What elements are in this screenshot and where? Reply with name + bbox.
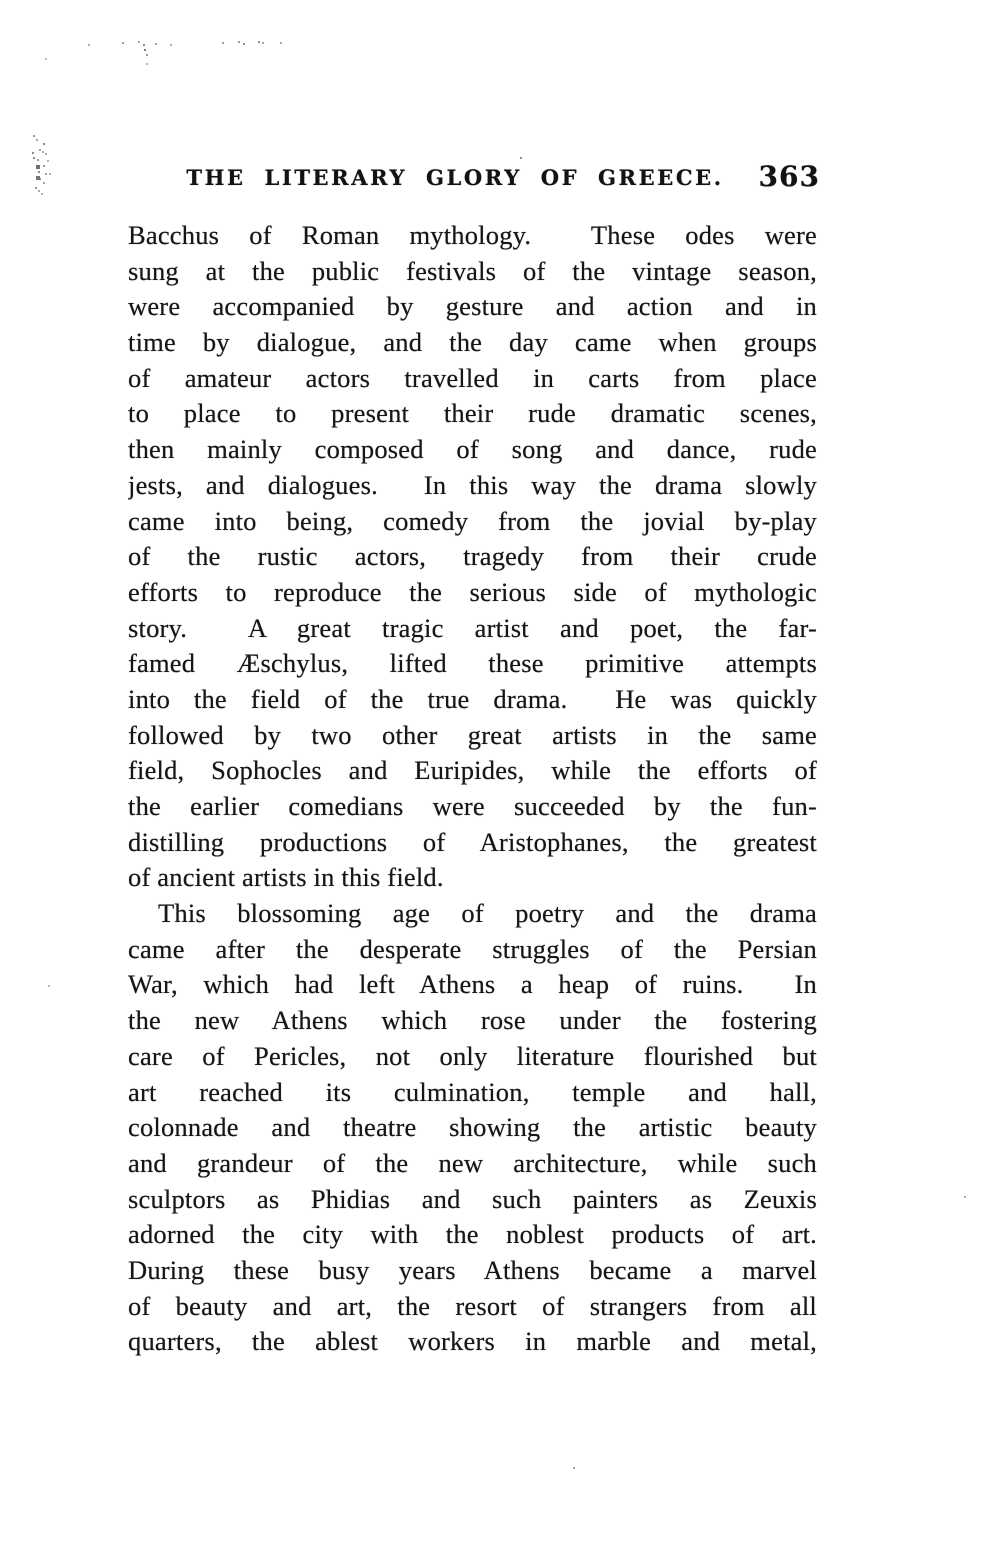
text-line: During these busy years Athens became a marvel — [128, 1254, 817, 1285]
text-line: art reached its culmination, temple and hall, — [128, 1076, 817, 1107]
running-head — [0, 160, 1000, 193]
text-line: field, Sophocles and Euripides, while the efforts of — [128, 755, 817, 786]
text-line: the new Athens which rose under the fostering — [128, 1005, 817, 1036]
text-line: efforts to reproduce the serious side of mythologic — [128, 576, 817, 607]
text-line: adorned the city with the noblest products of art. — [128, 1219, 817, 1250]
paragraph — [128, 896, 817, 1360]
text-line: into the field of the true drama. He was quickly — [128, 683, 817, 714]
text-line: sculptors as Phidias and such painters as Zeuxis — [128, 1183, 817, 1214]
page-header-title: THE LITERARY GLORY OF GREECE. — [186, 165, 724, 190]
text-line: came after the desperate struggles of the Persian — [128, 933, 817, 964]
text-line: Bacchus of Roman mythology. These odes were — [128, 220, 817, 250]
text-line: were accompanied by gesture and action and in — [128, 291, 817, 322]
text-line: sung at the public festivals of the vintage season, — [128, 255, 817, 286]
text-line: followed by two other great artists in the same — [128, 719, 817, 750]
text-line: colonnade and theatre showing the artistic beauty — [128, 1112, 817, 1143]
text-line: the earlier comedians were succeeded by the fun- — [128, 791, 817, 821]
text-line: time by dialogue, and the day came when groups — [128, 327, 817, 358]
text-line: War, which had left Athens a heap of ruins. In — [128, 969, 817, 1000]
paragraph — [128, 218, 817, 896]
ink-smudge — [0, 0, 2, 2]
text-line: distilling productions of Aristophanes, the greatest — [128, 826, 817, 857]
page-number: 363 — [758, 160, 820, 193]
text-line: of beauty and art, the resort of strangers from all — [128, 1290, 817, 1321]
text-line: of the rustic actors, tragedy from their crude — [128, 541, 817, 572]
text-line: famed Æschylus, lifted these primitive attempts — [128, 648, 817, 679]
text-line: came into being, comedy from the jovial by-play — [128, 505, 817, 536]
text-line: jests, and dialogues. In this way the drama slowly — [128, 469, 817, 500]
page-body — [128, 218, 817, 1360]
text-line: of ancient artists in this field. — [128, 862, 444, 893]
text-line: This blossoming age of poetry and the drama — [158, 898, 817, 929]
scan-speckles — [0, 0, 2, 2]
text-line: care of Pericles, not only literature flourished but — [128, 1040, 817, 1071]
text-line: and grandeur of the new architecture, while such — [128, 1147, 817, 1178]
text-line: to place to present their rude dramatic scenes, — [128, 398, 817, 429]
text-line: then mainly composed of song and dance, rude — [128, 434, 817, 465]
text-line: of amateur actors travelled in carts from place — [128, 362, 817, 393]
text-line: quarters, the ablest workers in marble and metal, — [128, 1326, 817, 1357]
text-line: story. A great tragic artist and poet, the far- — [128, 612, 817, 643]
